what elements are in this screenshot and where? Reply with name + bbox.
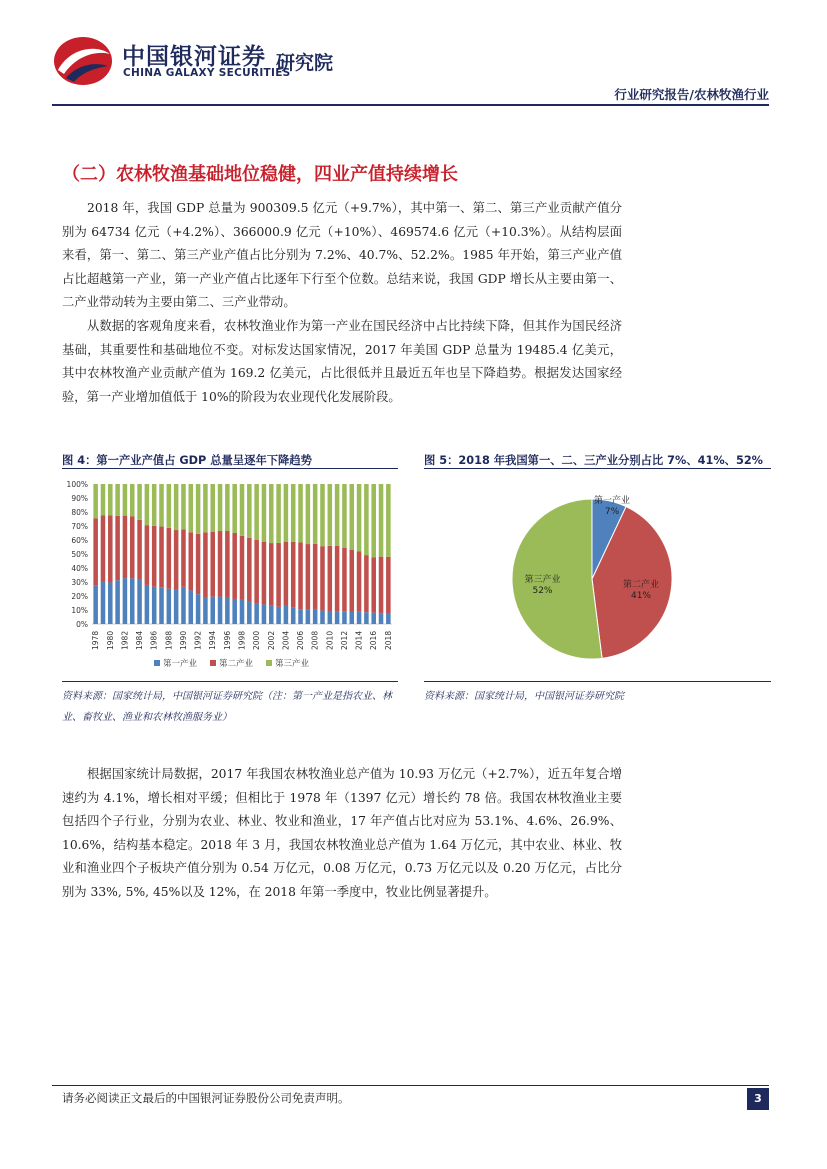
bar-segment	[93, 518, 98, 585]
bar-segment	[342, 611, 347, 624]
bar-segment	[123, 484, 128, 516]
bar-segment	[181, 587, 186, 624]
bar-segment	[379, 484, 384, 557]
stacked-bar-chart	[62, 474, 398, 678]
bar-segment	[357, 612, 362, 624]
bar-segment	[298, 484, 303, 543]
bar-segment	[167, 528, 172, 589]
bar-segment	[115, 580, 120, 624]
bar-segment	[240, 536, 245, 600]
footer-disclaimer: 请务必阅读正文最后的中国银河证券股份公司免责声明。	[62, 1091, 350, 1105]
brand-name-en: CHINA GALAXY SECURITIES	[123, 67, 291, 79]
pie-slice-value: 52%	[532, 586, 553, 597]
bar-segment	[159, 587, 164, 624]
bar-segment	[284, 606, 289, 624]
legend-label: 第三产业	[275, 659, 310, 669]
pie-slice-name: 第三产业	[524, 575, 561, 586]
y-tick-label: 0%	[76, 620, 88, 629]
bar-segment	[364, 612, 369, 624]
bar-segment	[276, 543, 281, 607]
bar-segment	[218, 597, 223, 624]
bar-segment	[313, 544, 318, 610]
x-tick-label: 2010	[325, 630, 335, 650]
bar-segment	[320, 611, 325, 624]
bar-segment	[108, 583, 113, 624]
y-tick-label: 30%	[71, 578, 88, 587]
bar-segment	[181, 484, 186, 529]
bar-segment	[328, 611, 333, 624]
bar-segment	[130, 516, 135, 578]
bar-segment	[225, 484, 230, 531]
bar-segment	[108, 484, 113, 515]
bar-segment	[159, 484, 164, 527]
bar-segment	[145, 525, 150, 585]
bar-segment	[232, 533, 237, 599]
bar-segment	[313, 610, 318, 624]
figure-4-caption: 图 4：第一产业产值占 GDP 总量呈逐年下降趋势	[62, 454, 312, 467]
bar-segment	[364, 484, 369, 555]
x-tick-label: 1998	[237, 630, 247, 650]
bar-segment	[210, 484, 215, 532]
pie-chart	[424, 474, 771, 678]
bar-segment	[218, 531, 223, 597]
bar-segment	[240, 484, 245, 536]
body-paragraph-2: 从数据的客观角度来看，农林牧渔业作为第一产业在国民经济中占比持续下降，但其作为国民经济基础，其重要性和基础地位不变。对标发达国家情况，2017 年美国 GDP 总量为 19485.4 亿美元，其中农林牧渔产业贡献产值为 169.2 亿美元，占比很低并且最近五年也呈下降趋势。根据发达国家经验，第一产业增加值低于 10%的阶段为农业现代化发展阶段。	[62, 319, 622, 404]
legend-swatch	[154, 660, 160, 666]
x-tick-label: 1996	[222, 630, 232, 650]
x-tick-label: 1988	[164, 630, 174, 650]
x-tick-label: 2000	[252, 630, 262, 650]
bar-segment	[269, 543, 274, 605]
bar-segment	[210, 597, 215, 624]
bar-segment	[115, 484, 120, 516]
bar-segment	[218, 484, 223, 531]
bar-segment	[335, 611, 340, 624]
bar-segment	[284, 542, 289, 606]
figure-4-source: 资料来源：国家统计局，中国银河证券研究院（注：第一产业是指农业、林业、畜牧业、渔业和农林牧渔服务业）	[62, 691, 392, 723]
y-tick-label: 10%	[71, 606, 88, 615]
x-tick-label: 1990	[178, 630, 188, 650]
bar-segment	[254, 603, 259, 624]
figure-4-top-rule	[62, 468, 398, 469]
bar-segment	[328, 484, 333, 546]
bar-segment	[189, 590, 194, 624]
bar-segment	[284, 484, 289, 542]
bar-segment	[174, 484, 179, 530]
bar-segment	[306, 610, 311, 624]
bar-segment	[269, 484, 274, 543]
y-tick-label: 70%	[71, 522, 88, 531]
bar-segment	[262, 484, 267, 542]
bar-segment	[320, 484, 325, 546]
pie-slice-value: 7%	[604, 507, 620, 518]
bar-segment	[291, 542, 296, 608]
y-tick-label: 50%	[71, 550, 88, 559]
bar-segment	[130, 578, 135, 624]
figure-5-bottom-rule	[424, 681, 771, 682]
bar-segment	[371, 484, 376, 557]
bar-segment	[291, 608, 296, 624]
x-tick-label: 2004	[281, 630, 291, 650]
x-tick-label: 1992	[193, 630, 203, 650]
bar-segment	[101, 484, 106, 515]
bar-segment	[247, 538, 252, 602]
bar-segment	[335, 546, 340, 611]
bar-segment	[101, 581, 106, 624]
bar-segment	[225, 597, 230, 624]
pie-slice-name: 第一产业	[594, 496, 631, 507]
figure-5-caption: 图 5：2018 年我国第一、二、三产业分别占比 7%、41%、52%	[424, 454, 764, 467]
body-paragraph-3: 根据国家统计局数据，2017 年我国农林牧渔业总产值为 10.93 万亿元（+2.7%），近五年复合增速约为 4.1%，增长相对平缓；但相比于 1978 年（1397 亿元）增长约 78 倍。我国农林牧渔业主要包括四个子行业，分别为农业、林业、牧业和渔业，17 年产值占比对应为 53.1%、4.6%、26.9%、10.6%，结构基本稳定。2018 年 3 月，我国农林牧渔业总产值为 1.64 万亿元，其中农业、林业、牧业和渔业四个子板块产值分别为 0.54 万亿元，0.08 万亿元，0.73 万亿元以及 0.20 万亿元，占比分别为 33%, 5%, 45%以及 12%，在 2018 年第一季度中，牧业比例显著提升。	[62, 767, 622, 899]
bar-segment	[254, 540, 259, 604]
bar-segment	[254, 484, 259, 540]
bar-segment	[159, 527, 164, 588]
page-number: 3	[747, 1088, 769, 1110]
header-divider	[52, 104, 769, 106]
figure-5-source: 资料来源：国家统计局，中国银河证券研究院	[424, 691, 624, 702]
x-tick-label: 1986	[149, 630, 159, 650]
bar-segment	[269, 605, 274, 624]
bar-segment	[313, 484, 318, 544]
bar-segment	[181, 529, 186, 586]
legend-label: 第二产业	[219, 659, 254, 669]
pie-slice-value: 41%	[630, 590, 651, 601]
section-title: （二）农林牧渔基础地位稳健，四业产值持续增长	[62, 164, 458, 185]
brand-name-cn: 中国银河证券	[122, 44, 266, 70]
bar-segment	[357, 551, 362, 611]
brand-institute: 研究院	[276, 52, 334, 74]
bar-segment	[174, 590, 179, 624]
x-tick-label: 2002	[266, 630, 276, 650]
bar-segment	[232, 484, 237, 533]
bar-segment	[123, 578, 128, 624]
legend-swatch	[210, 660, 216, 666]
x-tick-label: 2016	[369, 630, 379, 650]
bar-segment	[247, 484, 252, 538]
bar-segment	[93, 484, 98, 518]
bar-segment	[379, 613, 384, 624]
bar-segment	[203, 597, 208, 624]
x-tick-label: 2008	[310, 630, 320, 650]
bar-segment	[306, 484, 311, 544]
bar-segment	[276, 607, 281, 624]
bar-segment	[130, 484, 135, 516]
bar-segment	[203, 484, 208, 532]
y-tick-label: 90%	[71, 494, 88, 503]
bar-segment	[328, 546, 333, 611]
bar-segment	[240, 600, 245, 624]
bar-segment	[276, 484, 281, 543]
bar-segment	[262, 604, 267, 624]
x-tick-label: 1980	[105, 630, 115, 650]
bar-segment	[145, 484, 150, 525]
y-tick-label: 60%	[71, 536, 88, 545]
bar-segment	[371, 557, 376, 612]
bar-segment	[357, 484, 362, 551]
bar-segment	[137, 520, 142, 580]
bar-segment	[189, 484, 194, 532]
bar-segment	[371, 613, 376, 624]
bar-segment	[145, 585, 150, 624]
bar-segment	[342, 548, 347, 612]
galaxy-logo-icon	[52, 34, 114, 88]
bar-segment	[167, 484, 172, 528]
bar-segment	[298, 609, 303, 624]
bar-segment	[232, 599, 237, 624]
bar-segment	[167, 589, 172, 624]
bar-segment	[320, 546, 325, 610]
bar-segment	[115, 516, 120, 580]
bar-segment	[101, 515, 106, 581]
bar-segment	[152, 484, 157, 526]
bar-segment	[349, 550, 354, 612]
bar-segment	[137, 580, 142, 624]
bar-segment	[225, 531, 230, 597]
x-tick-label: 1994	[208, 630, 218, 650]
bar-segment	[210, 532, 215, 597]
figure-5-top-rule	[424, 468, 771, 469]
bar-segment	[291, 484, 296, 542]
bar-segment	[386, 614, 391, 624]
bar-segment	[342, 484, 347, 548]
bar-segment	[93, 585, 98, 624]
bar-segment	[386, 484, 391, 557]
y-tick-label: 40%	[71, 564, 88, 573]
bar-segment	[152, 526, 157, 587]
bar-segment	[335, 484, 340, 546]
bar-segment	[364, 555, 369, 612]
bar-segment	[203, 532, 208, 597]
report-type-label: 行业研究报告/农林牧渔行业	[614, 87, 769, 102]
x-tick-label: 2006	[296, 630, 306, 650]
x-tick-label: 1984	[135, 630, 145, 650]
x-tick-label: 1982	[120, 630, 130, 650]
bar-segment	[123, 516, 128, 578]
pie-slice-name: 第二产业	[622, 579, 659, 590]
bar-segment	[108, 515, 113, 582]
x-tick-label: 1978	[91, 630, 101, 650]
legend-swatch	[266, 660, 272, 666]
y-tick-label: 80%	[71, 508, 88, 517]
figure-4-bottom-rule	[62, 681, 398, 682]
legend-label: 第一产业	[163, 659, 198, 669]
y-tick-label: 20%	[71, 592, 88, 601]
bar-segment	[137, 484, 142, 520]
bar-segment	[349, 612, 354, 624]
bar-segment	[349, 484, 354, 550]
x-tick-label: 2018	[383, 630, 393, 650]
y-tick-label: 100%	[66, 480, 88, 489]
footer-divider	[52, 1085, 769, 1086]
bar-segment	[152, 587, 157, 624]
bar-segment	[174, 530, 179, 590]
bar-segment	[196, 594, 201, 624]
x-tick-label: 2012	[339, 630, 349, 650]
body-paragraph-1: 2018 年，我国 GDP 总量为 900309.5 亿元（+9.7%），其中第一、第二、第三产业贡献产值分别为 64734 亿元（+4.2%）、366000.9 亿元（+10%）、469574.6 亿元（+10.3%）。从结构层面来看，第一、第二、第三产业产值占比分别为 7.2%、40.7%、52.2%。1985 年开始，第三产业产值占比超越第一产业，第一产业产值占比逐年下行至个位数。总结来说，我国 GDP 增长从主要由第一、二产业带动转为主要由第二、三产业带动。	[62, 201, 622, 309]
bar-segment	[247, 601, 252, 624]
bar-segment	[196, 534, 201, 594]
bar-segment	[189, 532, 194, 590]
bar-segment	[386, 557, 391, 614]
bar-segment	[196, 484, 201, 534]
bar-segment	[298, 543, 303, 610]
x-tick-label: 2014	[354, 630, 364, 650]
bar-segment	[306, 544, 311, 610]
bar-segment	[262, 542, 267, 605]
bar-segment	[379, 557, 384, 614]
